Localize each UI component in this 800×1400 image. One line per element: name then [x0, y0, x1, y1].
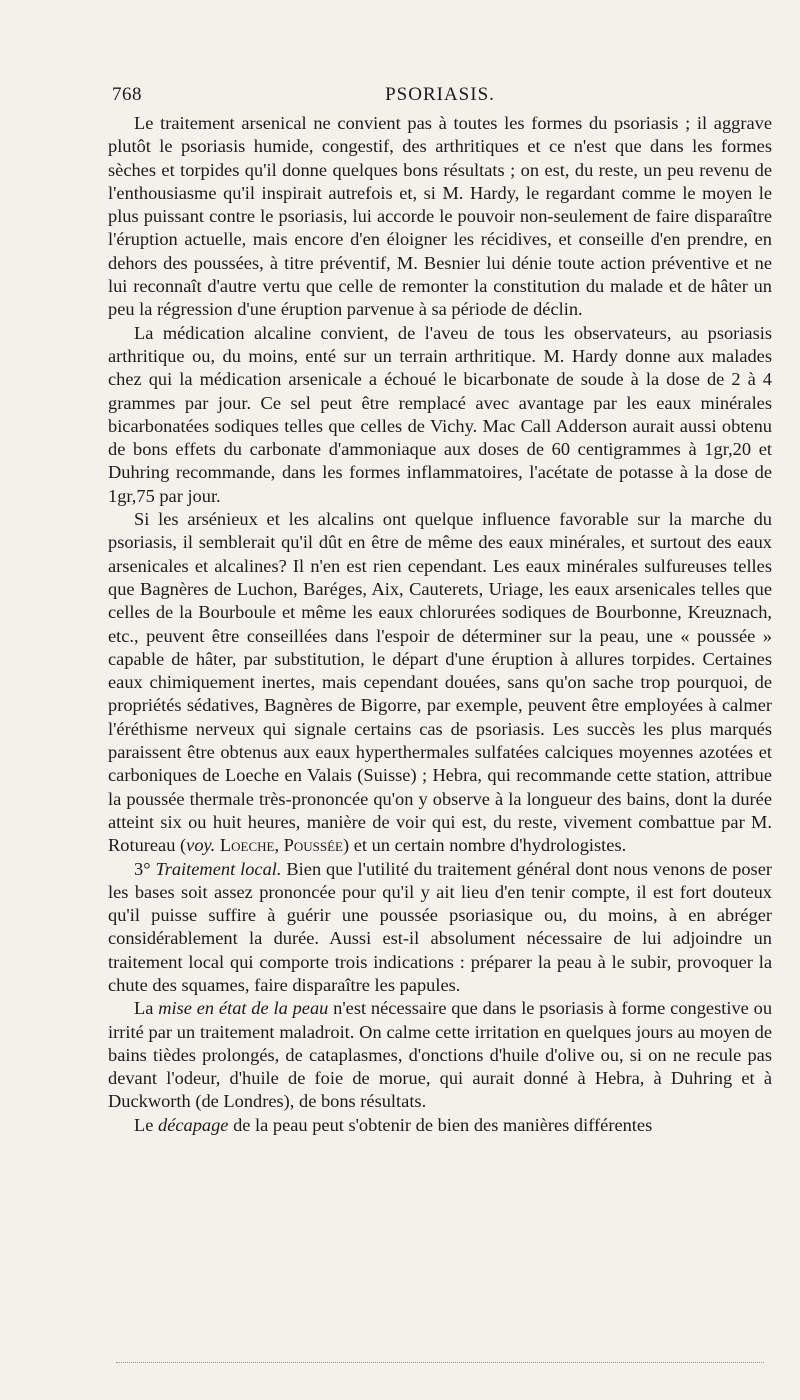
paragraph-alcaline: La médication alcaline convient, de l'aveu de tous les observateurs, au psoriasis arthritique ou, du moins, enté sur un terrain arthritique. M. Hardy donne aux malades chez qui la médication arsenicale a échoué le bicarbonate de soude à la dose de 2 à 4 grammes par jour. Ce sel peut être remplacé avec avantage par les eaux minérales bicarbonatées sodiques telles que celles de Vichy. Mac Call Adderson aurait aussi obtenu de bons effets du carbonate d'ammoniaque aux doses de 60 centigrammes à 1gr,20 et Duhring recommande, dans les formes inflammatoires, l'acétate de potasse à la dose de 1gr,75 par jour.: [108, 322, 772, 506]
paragraph-tail: ) et un certain nombre d'hydrologistes.: [343, 835, 627, 856]
reference-loeche: Loeche: [219, 835, 275, 856]
paragraph-arsenical: Le traitement arsenical ne convient pas à toutes les formes du psoriasis ; il aggrave plutôt le psoriasis humide, congestif, des arthritiques et ce n'est que dans les formes sèches et torpides qu'il donne quelques bons résultats ; on est, du reste, un peu revenu de l'enthousiasme qu'il inspirait autrefois et, si M. Hardy, le regardant comme le moyen le plus puissant contre le psoriasis, lui accorde le pouvoir non-seulement de faire disparaître l'éruption actuelle, mais encore d'en éloigner les récidives, et conseille d'en prendre, en dehors des poussées, à titre préventif, M. Besnier lui dénie toute action préventive et ne lui reconnaît d'autre vertu que celle de remonter la constitution du malade et de hâter un peu la régression d'une éruption parvenue à sa période de déclin.: [108, 113, 772, 320]
paragraph-decapage: [108, 1114, 772, 1137]
body-text: [108, 112, 772, 1137]
reference-separator: ,: [274, 835, 284, 856]
running-head: [108, 84, 772, 112]
paragraph-lead: La: [134, 998, 159, 1019]
section-heading: Traitement local.: [155, 858, 282, 879]
bottom-rule: [116, 1362, 764, 1363]
paragraph-eaux-minerales: [108, 508, 772, 857]
reference-open: (: [180, 835, 187, 856]
section-number: 3°: [134, 858, 156, 879]
paragraph-text: Si les arsénieux et les alcalins ont quelque influence favorable sur la marche du psoriasis, il semblerait qu'il dût en être de même des eaux minérales, et surtout des eaux arsenicales et alcalines? Il n'en est rien cependant. Les eaux minérales sulfureuses telles que Bagnères de Luchon, Baréges, Aix, Cauterets, Uriage, les eaux arsenicales telles que celles de la Bourboule et même les eaux chlorurées sodiques de Bourbonne, Kreuznach, etc., peuvent être conseillées dans l'espoir de déterminer sur la peau, une « poussée » capable de hâter, par substitution, le départ d'une éruption à allures torpides. Certaines eaux chimiquement inertes, mais cependant douées, sans qu'on sache trop pourquoi, de propriétés sédatives, Bagnères de Bigorre, par exemple, peuvent être employées à calmer l'éréthisme nerveux qui signale certains cas de psoriasis. Les succès les plus marqués paraissent être obtenus aux eaux hyperthermales sulfatées calciques moyennes azotées et carboniques de Loeche en Valais (Suisse) ; Hebra, qui recommande cette station, attribue la poussée thermale très-prononcée qu'on y observe à la longueur des bains, dont la durée atteint six ou huit heures, manière de voir qui est, du reste, vivement combattue par M. Rotureau: [108, 509, 772, 856]
paragraph-text: n'est nécessaire que dans le psoriasis à forme congestive ou irrité par un traitement maladroit. On calme cette irritation en quelques jours au moyen de bains tièdes prolongés, de cataplasmes, d'onctions d'huile d'olive ou, si on ne recule pas devant l'odeur, d'huile de foie de morue, qui aurait donné à Hebra, à Duhring et à Duckworth (de Londres), de bons résultats.: [108, 998, 773, 1112]
reference-voy: voy.: [186, 835, 216, 856]
reference-poussee: Poussée: [283, 835, 344, 856]
paragraph-text: Bien que l'utilité du traitement général dont nous venons de poser les bases soit assez prononcée pour qu'il y ait lieu d'en tenir compte, il est fort douteux qu'il puisse suffire à guérir une poussée psoriasique ou, du moins, à en abréger considérablement la durée. Aussi est-il absolument nécessaire de lui adjoindre un traitement local qui comporte trois indications : préparer la peau à le subir, provoquer la chute des squames, faire disparaître les papules.: [108, 858, 773, 995]
page-number: 768: [112, 84, 142, 105]
paragraph-mise-en-etat: [108, 997, 772, 1113]
paragraph-text: de la peau peut s'obtenir de bien des manières différentes: [228, 1114, 653, 1135]
italic-term: mise en état de la peau: [158, 998, 329, 1019]
italic-term: décapage: [158, 1114, 229, 1135]
paragraph-lead: Le: [134, 1114, 158, 1135]
running-title: PSORIASIS.: [385, 84, 495, 105]
paragraph-traitement-local: [108, 858, 772, 998]
book-page: [108, 84, 772, 1137]
